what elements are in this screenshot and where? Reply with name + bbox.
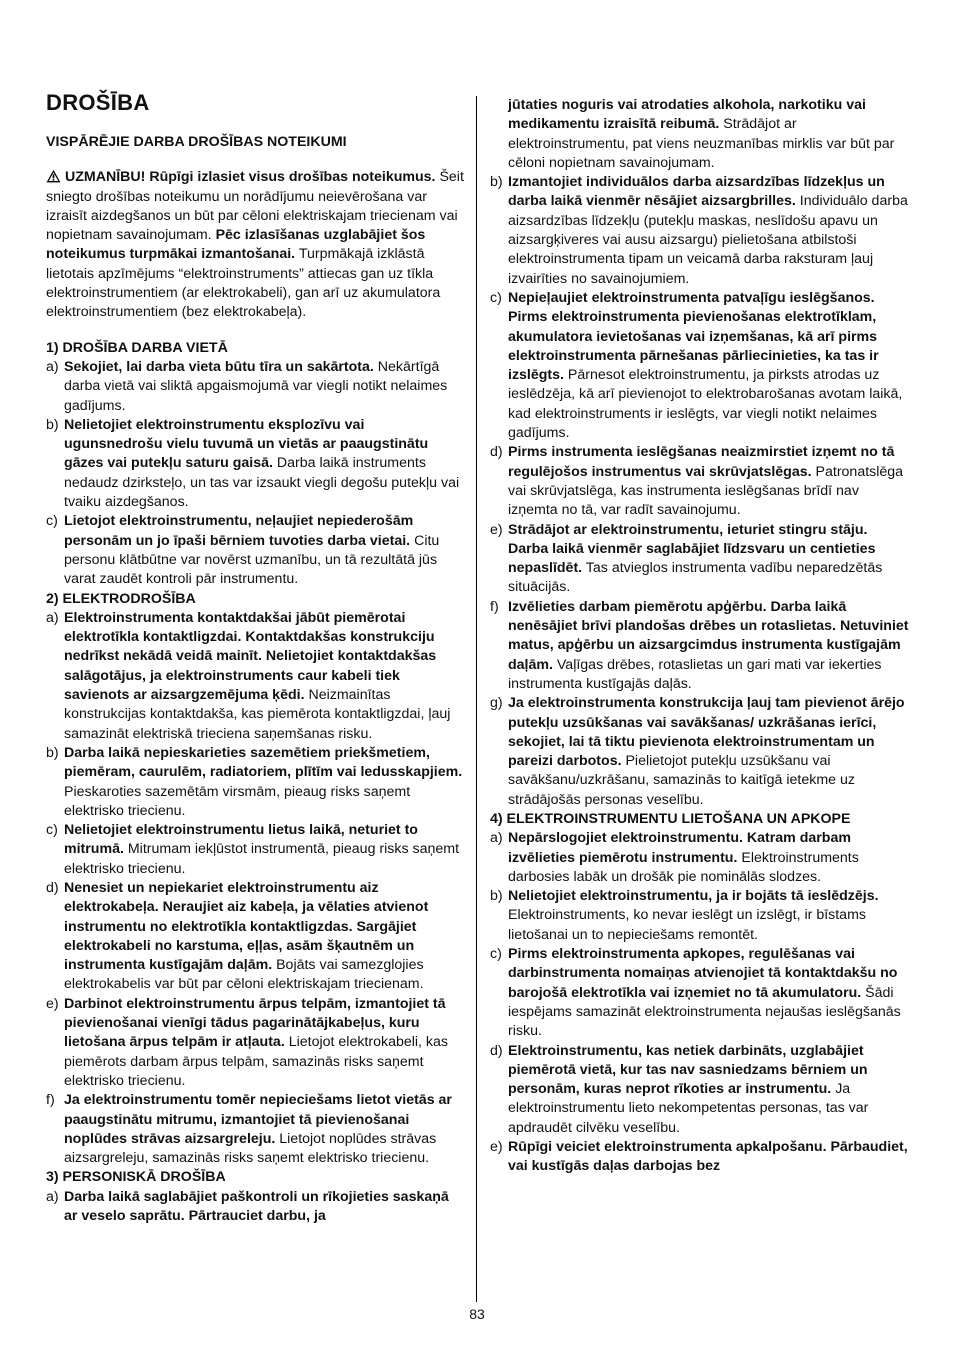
item-label: a) [490, 830, 503, 847]
item-label: f) [46, 1092, 55, 1109]
right-column [490, 96, 910, 1177]
list-item [490, 443, 910, 520]
general-safety-heading: VISPĀRĒJIE DARBA DROŠĪBAS NOTEIKUMI [46, 134, 347, 150]
section-2-heading: 2) ELEKTRODROŠĪBA [46, 590, 196, 607]
item-label: a) [46, 358, 59, 375]
list-item [490, 1042, 910, 1138]
item-text: Elektroinstruments, ko nevar ieslēgt un izslēgt, ir bīstams lietošanai un to nepieciešams remontēt. [508, 907, 866, 943]
item-text: Tas atvieglos instrumenta vadību neparedzētās situācijās. [508, 560, 883, 596]
section-2-list [46, 609, 464, 1169]
item-text: Lietojot elektrokabeli, kas piemērots darbam ārpus telpām, samazinās risks saņemt elektrisko triecienu. [64, 1034, 449, 1089]
item-label: b) [46, 744, 59, 761]
item-label: g) [490, 695, 503, 712]
warning-bold-2: Pēc izlasīšanas uzglabājiet šos noteikumus turpmākai izmantošanai. [46, 227, 426, 263]
item-bold: Darbinot elektroinstrumentu ārpus telpām, izmantojiet tā pievienošanai vienīgi tādus pagarinātājkabeļus, kuru lietošana ārpus telpām ir atļauta. [64, 995, 446, 1051]
section-1-heading: 1) DROŠĪBA DARBA VIETĀ [46, 339, 228, 356]
item-text: Neizmainītas konstrukcijas kontaktdakša, kas piemērota kontaktligzdai, ļauj samazināt elektriskā trieciena saņemšanas risku. [64, 687, 451, 742]
item-bold: Rūpīgi veiciet elektroinstrumenta apkalpošanu. Pārbaudiet, vai kustīgās daļas darbojas bez [508, 1139, 908, 1175]
list-item [490, 887, 910, 945]
item-text: Pielietojot putekļu uzsūkšanu vai savākšanu/uzkrāšanu, samazinās to kaitīgā ietekme uz strādājošās personas veselību. [508, 753, 855, 808]
list-item [46, 416, 464, 512]
left-column [46, 133, 464, 1226]
item-bold: Izmantojiet individuālos darba aizsardzības līdzekļus un darba laikā vienmēr nēsājiet aizsargbrilles. [508, 174, 885, 210]
item-label: e) [490, 521, 503, 538]
item-label: a) [46, 1188, 59, 1205]
item-bold: Ja elektroinstrumentu tomēr nepieciešams lietot vietās ar paaugstinātu mitrumu, izmantojiet tā pievienošanai noplūdes strāvas aizsargreleju. [64, 1092, 452, 1147]
section-3-list [490, 173, 910, 810]
list-item [490, 173, 910, 289]
list-item [46, 821, 464, 879]
item-text: Individuālo darba aizsardzības līdzekļu (putekļu maskas, neslīdošu apavu un aizsargķiveres vai ausu aizsargu) pielietošana atbilstoši elektroinstrumenta tipam un veicamā darba raksturam ļauj izvairīties no savainojumiem. [508, 193, 908, 287]
item-bold: Pirms elektroinstrumenta apkopes, regulēšanas vai darbinstrumenta nomaiņas atvienojiet tā kontaktdakšu no barojošā elektrotīkla vai izņemiet no tā akumulatoru. [508, 946, 898, 1001]
item-bold: Nelietojiet elektroinstrumentu lietus laikā, neturiet to mitrumā. [64, 822, 418, 858]
item-label: e) [46, 995, 59, 1012]
list-item [490, 289, 910, 443]
warning-text-1: Šeit sniegto drošības noteikumu un norādījumu neievērošana var izraisīt aizdegšanos un būt par cēloni elektriskajam triecienam vai nopietnam savainojumam. [46, 169, 464, 244]
item-bold: Izvēlieties darbam piemērotu apģērbu. Darba laikā nenēsājiet brīvi plandošas drēbes un rotaslietas. Netuviniet matus, apģērbu un aizsargcimdus instrumenta kustīgajām daļām. [508, 598, 909, 673]
item-label: b) [490, 888, 503, 905]
item-text: Elektroinstruments darbosies labāk un drošāk pie nominālās slodzes. [508, 849, 859, 885]
item-label: c) [46, 822, 58, 839]
item-bold: Nepārslogojiet elektroinstrumentu. Katram darbam izvēlieties piemērotu instrumentu. [508, 830, 851, 866]
item-bold: Nelietojiet elektroinstrumentu eksplozīvu vai ugunsnedrošu vielu tuvumā un vietās ar paaugstinātu gāzes vai putekļu saturu gaisā. [64, 416, 429, 472]
warning-text-2: Turpmākajā izklāstā lietotais apzīmējums “elektroinstruments” attiecas gan uz tīkla elektroinstrumentiem (ar elektrokabeli), gan arī uz akumulatora elektroinstrumentiem (bez elektrokabeļa). [46, 246, 441, 321]
item-label: b) [46, 416, 59, 433]
item-label: d) [490, 444, 503, 461]
warning-triangle-icon [46, 169, 61, 183]
item-bold: Lietojot elektroinstrumentu, neļaujiet nepiederošām personām un jo īpaši bērniem tuvoties darba vietai. [64, 513, 414, 549]
item-text: Šādi iespējams samazināt elektroinstrumenta nejaušas ieslēgšanās risku. [508, 984, 901, 1040]
item-bold: Sekojiet, lai darba vieta būtu tīra un sakārtota. [64, 358, 374, 375]
list-item [46, 879, 464, 995]
item-text: Bojāts vai samezglojies elektrokabelis var būt par cēloni elektriskajam triecienam. [64, 957, 424, 993]
column-divider [476, 96, 477, 1302]
list-item [46, 995, 464, 1091]
list-item [46, 744, 464, 821]
list-item [46, 512, 464, 589]
item-text: Darba laikā instruments nedaudz dzirksteļo, un tas var izsaukt viegli degošu putekļu vai tvaiku aizdegšanos. [64, 455, 460, 511]
item-label: e) [490, 1139, 503, 1156]
item-text: Pieskaroties sazemētām virsmām, pieaug risks saņemt elektrisko triecienu. [64, 783, 411, 819]
item-text: Nekārtīgā darba vietā vai sliktā apgaismojumā var viegli notikt nelaimes gadījums. [64, 358, 448, 414]
item-text: Mitrumam iekļūstot instrumentā, pieaug risks saņemt elektrisko triecienu. [64, 841, 460, 877]
list-item [490, 1138, 910, 1177]
item-bold: Elektroinstrumentu, kas netiek darbināts, uzglabājiet piemērotā vietā, kur tas nav sasniedzams bērniem un personām, kuras neprot rīkoties ar instrumentu. [508, 1042, 868, 1098]
item-text: Ja elektroinstrumentu lieto nekompetentas personas, tas var apdraudēt cilvēku veselību. [508, 1081, 869, 1136]
list-item [46, 358, 464, 416]
item-label: b) [490, 174, 503, 191]
item-bold: Darba laikā nepieskarieties sazemētiem priekšmetiem, piemēram, caurulēm, radiatoriem, plītīm vai ledusskapjiem. [64, 744, 463, 781]
item-text: Strādājot ar elektroinstrumentu, pat viens neuzmanības mirklis var būt par cēloni nopietnam savainojumam. [508, 116, 895, 171]
item-text: Pārnesot elektroinstrumentu, ja pirksts atrodas uz ieslēdzēja, kā arī pievienojot to elektrobarošanas avotam laikā, kad elektroinstruments ir ieslēgts, var viegli notikt nelaimes gadījums. [508, 367, 903, 442]
list-item [46, 1188, 464, 1227]
item-bold: Nepieļaujiet elektroinstrumenta patvaļīgu ieslēgšanos. Pirms elektroinstrumenta pievienošanas elektrotīklam, akumulatora ievietošanas vai izņemšanas, kā arī pirms elektroinstrumenta pārnešanas pārliecinieties, ka tas ir izslēgts. [508, 289, 879, 384]
item-text: Vaļīgas drēbes, rotaslietas un gari mati var iekerties instrumenta kustīgajās daļās. [508, 656, 882, 692]
item-bold: Darba laikā saglabājiet paškontroli un rīkojieties saskaņā ar veselo saprātu. Pārtrauciet darbu, ja [64, 1188, 449, 1225]
item-bold: Nenesiet un nepiekariet elektroinstrumentu aiz elektrokabeļa. Neraujiet aiz kabeļa, ja vēlaties atvienot instrumentu no elektrotīkla kontaktligzdas. Sargājiet elektrokabeli no karstuma, eļļas, asām šķautnēm un instrumenta kustīgajām daļām. [64, 879, 429, 974]
item-bold: Ja elektroinstrumenta konstrukcija ļauj tam pievienot ārējo putekļu uzsūkšanas vai savākšanas/ uzkrāšanas ierīci, sekojiet, lai tā tiktu pievienota elektroinstrumentam un pareizi darbotos. [508, 695, 905, 770]
item-label: a) [46, 609, 59, 626]
item-bold: Pirms instrumenta ieslēgšanas neaizmirstiet izņemt no tā regulējošos instrumentus vai skrūvjatslēgas. [508, 444, 895, 480]
section-1-list [46, 358, 464, 590]
item-bold: jūtaties noguris vai atrodaties alkohola, narkotiku vai medikamentu izraisītā reibumā. [508, 97, 866, 133]
item-label: c) [490, 289, 502, 306]
item-label: d) [490, 1042, 503, 1059]
page-number: 83 [469, 1306, 485, 1322]
item-label: c) [46, 513, 58, 530]
list-item [490, 521, 910, 598]
list-item [490, 945, 910, 1041]
item-bold: Nelietojiet elektroinstrumentu, ja ir bojāts tā ieslēdzējs. [508, 888, 879, 905]
list-item [490, 829, 910, 887]
item-text: Lietojot noplūdes strāvas aizsargreleju, samazinās risks saņemt elektrisko triecienu. [64, 1130, 437, 1167]
item-label: d) [46, 879, 59, 896]
warning-paragraph [46, 168, 464, 322]
list-item [490, 694, 910, 810]
item-label: c) [490, 946, 502, 963]
item-bold: Elektroinstrumenta kontaktdakšai jābūt piemērotai elektrotīkla kontaktligzdai. Kontaktdakšas konstrukciju nedrīkst nekādā veidā mainīt. Nelietojiet kontaktdakšas salāgotājus, ja elektroinstruments caur kabeli tiek savienots ar aizsargzemējuma ķēdi. [64, 609, 437, 704]
item-text: Patronatslēga vai skrūvjatslēga, kas instrumenta ieslēgšanas brīdī nav izņemta no tā, var radīt savainojumu. [508, 463, 904, 519]
section-4-list [490, 829, 910, 1176]
page-title: DROŠĪBA [46, 90, 150, 115]
section-3-heading: 3) PERSONISKĀ DROŠĪBA [46, 1169, 226, 1186]
list-item-continuation [490, 96, 910, 173]
item-label: f) [490, 598, 499, 615]
list-item [46, 609, 464, 744]
item-bold: Strādājot ar elektroinstrumentu, ieturiet stingru stāju. Darba laikā vienmēr saglabājiet līdzsvaru un centieties nepaslīdēt. [508, 521, 876, 577]
list-item [46, 1091, 464, 1168]
warning-bold-1: UZMANĪBU! Rūpīgi izlasiet visus drošības noteikumus. [65, 169, 436, 186]
list-item [490, 598, 910, 694]
item-text: Citu personu klātbūtne var novērst uzmanību, un tā rezultātā jūs varat zaudēt kontroli pār instrumentu. [64, 532, 440, 588]
section-4-heading: 4) ELEKTROINSTRUMENTU LIETOŠANA UN APKOPE [490, 810, 851, 827]
